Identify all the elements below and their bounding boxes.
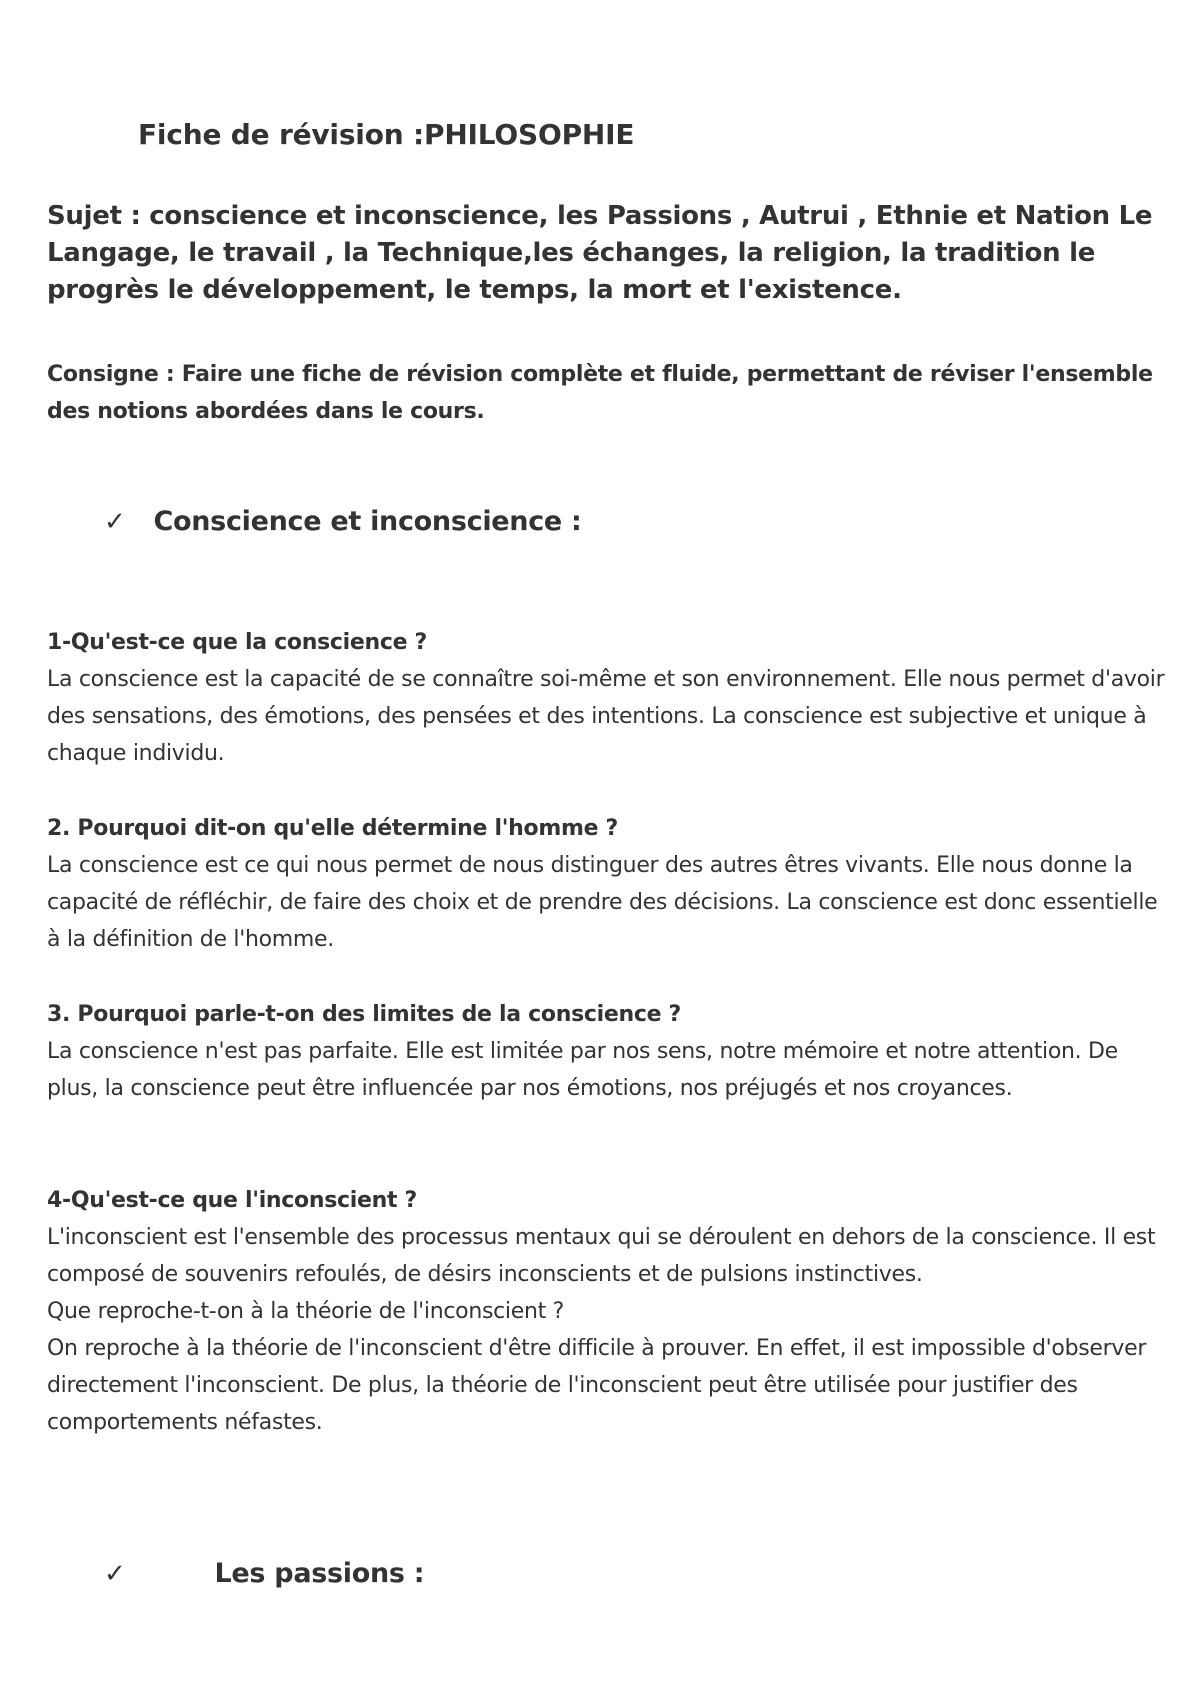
followup-answer-text: On reproche à la théorie de l'inconscient d'être difficile à prouver. En effet, il est impossible d'observer directement l'inconscient. De plus, la théorie de l'inconscient peut être utilisée pour justifier des comportements néfastes. (47, 1336, 1147, 1435)
section-heading-label: Les passions : (214, 1558, 425, 1589)
subject-paragraph: Sujet : conscience et inconscience, les Passions , Autrui , Ethnie et Nation Le Langage, le travail , la Technique,les échanges, la religion, la tradition le progrès le développement, le temps, la mort et l'existence. (47, 201, 1153, 305)
consigne-paragraph: Consigne : Faire une fiche de révision complète et fluide, permettant de réviser l'ensemble des notions abordées dans le cours. (47, 362, 1153, 424)
check-icon: ✓ (104, 1558, 126, 1589)
answer-text: La conscience est la capacité de se connaître soi-même et son environnement. Elle nous permet d'avoir des sensations, des émotions, des pensées et des intentions. La conscience est subjective et unique à chaque individu. (47, 667, 1165, 766)
answer-text: La conscience n'est pas parfaite. Elle est limitée par nos sens, notre mémoire et notre attention. De plus, la conscience peut être influencée par nos émotions, nos préjugés et nos croyances. (47, 1039, 1118, 1101)
section-heading-label: Conscience et inconscience : (153, 506, 582, 537)
answer-text: La conscience est ce qui nous permet de nous distinguer des autres êtres vivants. Elle nous donne la capacité de réfléchir, de faire des choix et de prendre des décisions. La conscience est donc essentielle à la définition de l'homme. (47, 853, 1158, 952)
qa-block-4 (47, 1182, 1167, 1441)
qa-block-3 (47, 996, 1167, 1107)
question-text: 4-Qu'est-ce que l'inconscient ? (47, 1188, 418, 1213)
question-text: 3. Pourquoi parle-t-on des limites de la conscience ? (47, 1002, 682, 1027)
section-heading-conscience (104, 506, 582, 537)
document-title: Fiche de révision :PHILOSOPHIE (138, 118, 635, 151)
question-text: 2. Pourquoi dit-on qu'elle détermine l'homme ? (47, 816, 619, 841)
question-text: 1-Qu'est-ce que la conscience ? (47, 630, 428, 655)
section-heading-passions (104, 1558, 424, 1589)
check-icon: ✓ (104, 506, 126, 537)
followup-question-text: Que reproche-t-on à la théorie de l'inconscient ? (47, 1299, 565, 1324)
answer-text: L'inconscient est l'ensemble des processus mentaux qui se déroulent en dehors de la conscience. Il est composé de souvenirs refoulés, de désirs inconscients et de pulsions instinctives. (47, 1225, 1156, 1287)
qa-block-1 (47, 624, 1167, 772)
qa-block-2 (47, 810, 1167, 958)
